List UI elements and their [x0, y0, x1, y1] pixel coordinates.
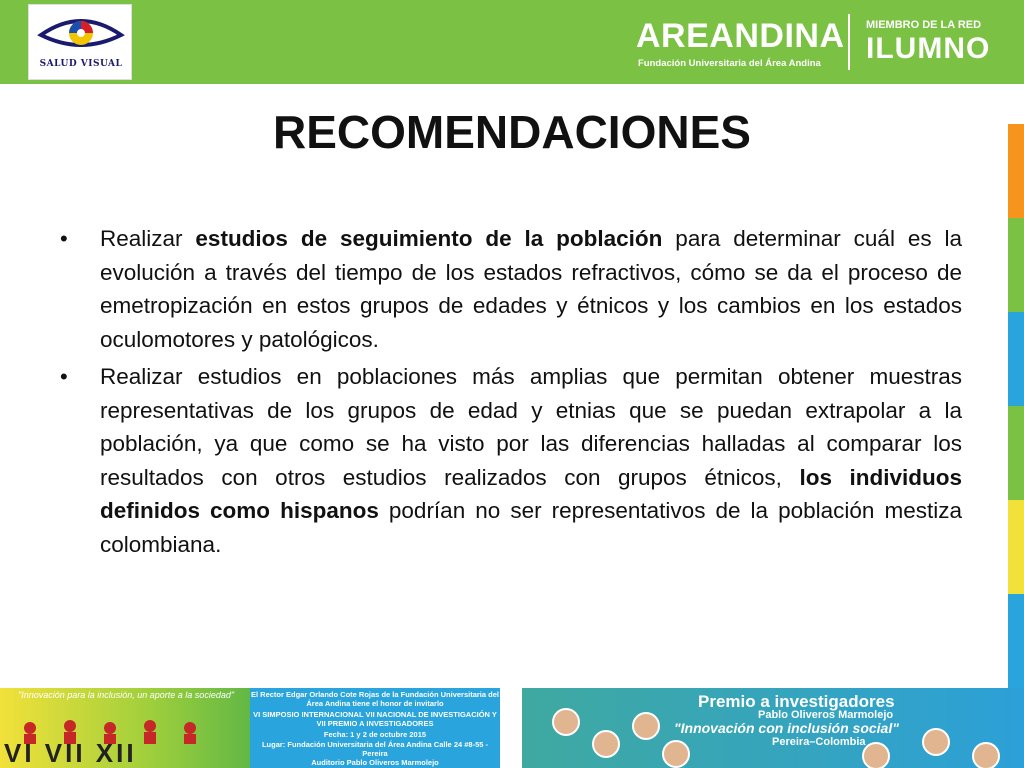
color-segment	[1008, 218, 1024, 312]
brand-divider	[848, 14, 850, 70]
color-segment	[1008, 594, 1024, 688]
event-place: Lugar: Fundación Universitaria del Área Andina Calle 24 #8-55 - Pereira	[261, 740, 489, 758]
award-theme: "Innovación con inclusión social"	[674, 720, 899, 736]
brand-subtitle: Fundación Universitaria del Área Andina	[638, 58, 821, 69]
bullet-glyph: •	[60, 226, 68, 251]
salud-visual-logo	[28, 4, 132, 80]
event-name: VI SIMPOSIO INTERNACIONAL VII NACIONAL DE INVESTIGACIÓN Y VII PREMIO A INVESTIGADORES	[253, 710, 497, 728]
bullet-emphasis: estudios de seguimiento de la población	[195, 226, 663, 251]
bullet-text: Realizar	[100, 226, 196, 251]
color-segment	[1008, 312, 1024, 406]
bullet-emphasis: los individuos definidos como hispanos	[100, 464, 963, 523]
avatar	[662, 740, 690, 768]
award-location: Pereira–Colombia	[772, 736, 866, 748]
avatar	[922, 728, 950, 756]
bullet-glyph: •	[60, 364, 68, 389]
award-title: Premio a investigadores	[698, 692, 895, 711]
event-banner-middle	[250, 688, 500, 768]
side-color-bar	[1008, 124, 1024, 688]
color-segment	[1008, 500, 1024, 594]
bullet-item	[60, 360, 963, 561]
banner-slogan: "Innovación para la inclusión, un aporte a la sociedad"	[18, 690, 235, 700]
slide-title: RECOMENDACIONES	[273, 106, 751, 158]
award-name: Pablo Oliveros Marmolejo	[758, 709, 894, 721]
bullet-text: Realizar estudios en poblaciones más amplias que permitan obtener muestras representativas de los grupos de edad y etnias que se puedan extrapolar a la población, ya que como se ha visto por las diferencias halladas al comparar los resultados con otros estudios realizados con grupos étnicos,	[100, 364, 962, 490]
bullet-text: para determinar cuál es la evolución a través del tiempo de los estados refractivos, cómo se da el proceso de emetropización en estos grupos de edades y étnicos y los cambios en los estados oculomotores y patológicos.	[100, 226, 962, 352]
event-hall: Auditorio Pablo Oliveros Marmolejo	[311, 758, 439, 767]
network-name: ILUMNO	[866, 32, 991, 65]
eye-icon	[29, 5, 133, 61]
avatar	[592, 730, 620, 758]
slide-body	[60, 222, 963, 565]
footer-banners	[0, 688, 1024, 768]
ilumno-logo	[866, 18, 990, 66]
award-banner	[522, 688, 1024, 768]
bullet-item	[60, 222, 962, 356]
color-segment	[1008, 406, 1024, 500]
avatar	[552, 708, 580, 736]
avatar	[862, 742, 890, 768]
event-banner-left	[0, 688, 250, 768]
avatar	[632, 712, 660, 740]
event-date: Fecha: 1 y 2 de octubre 2015	[323, 730, 427, 739]
edition-numerals: VI VII XII	[4, 738, 137, 768]
bullet-text: podrían no ser representativos de la población mestiza colombiana.	[100, 498, 962, 557]
areandina-logo	[636, 16, 846, 72]
brand-name: AREANDINA	[636, 17, 845, 55]
avatar	[972, 742, 1000, 768]
logo-caption: SALUD VISUAL	[39, 59, 123, 69]
header-bar	[0, 0, 1024, 84]
network-caption: MIEMBRO DE LA RED	[866, 19, 982, 31]
invitation-text: El Rector Edgar Orlando Cote Rojas de la Fundación Universitaria del Área Andina tiene el honor de invitarlo	[251, 690, 499, 708]
